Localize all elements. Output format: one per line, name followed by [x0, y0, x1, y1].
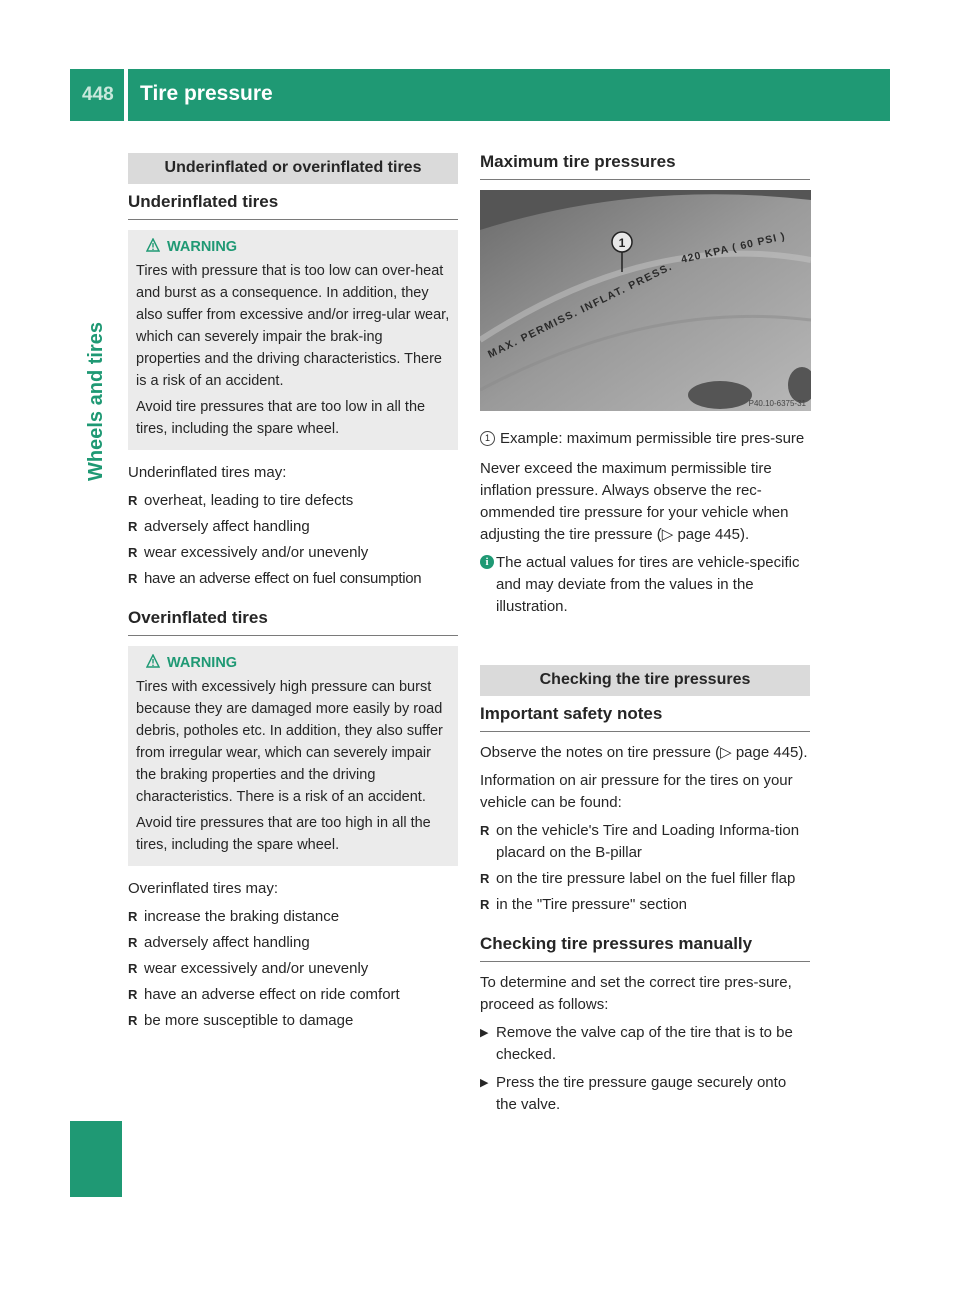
- list-item: R be more susceptible to damage: [128, 1010, 458, 1032]
- list-item: R wear excessively and/or unevenly: [128, 542, 458, 564]
- warning-box-overinflated: [128, 646, 458, 866]
- photo-caption: [480, 428, 810, 450]
- right-column: [480, 150, 810, 1122]
- info-note: [480, 552, 810, 618]
- heading-manual-check: Checking tire pressures manually: [480, 926, 810, 962]
- list-item: R overheat, leading to tire defects: [128, 490, 458, 512]
- warning-triangle-icon: [146, 654, 160, 668]
- page-header: [70, 69, 890, 121]
- warning-label: WARNING: [167, 655, 238, 671]
- step-item: ▶ Press the tire pressure gauge securely onto the valve.: [480, 1072, 810, 1116]
- safety-text-2: Information on air pressure for the tires on your vehicle can be found:: [480, 772, 793, 811]
- section-bar-checking: Checking the tire pressures: [480, 665, 810, 696]
- list-item: R wear excessively and/or unevenly: [128, 958, 458, 980]
- list-item: R adversely affect handling: [128, 516, 458, 538]
- photo-code: P40.10-6375-31: [748, 399, 806, 408]
- max-pressure-text: Never exceed the maximum permissible tire inflation pressure. Always observe the rec-ommended tire pressure for your vehicle when adjusting the tire pressure (▷ page 445).: [480, 460, 789, 543]
- warning-triangle-icon: [146, 238, 160, 252]
- caption-text: Example: maximum permissible tire pres-sure: [500, 430, 805, 447]
- info-icon: i: [480, 555, 494, 569]
- overinflated-intro: Overinflated tires may:: [128, 880, 279, 897]
- side-tab-label: Wheels and tires: [84, 321, 107, 481]
- warning-text: Tires with pressure that is too low can over-heat and burst as a consequence. In addition, they also suffer from excessive and/or irreg-ular wear, which can severely impair the brak-ing properties and the driving characteristics. There is a risk of an accident.: [136, 263, 450, 389]
- left-column: [128, 150, 458, 1042]
- overinflated-list: [128, 906, 458, 1032]
- heading-underinflated: Underinflated tires: [128, 184, 458, 220]
- underinflated-list: [128, 490, 458, 590]
- list-item: R on the tire pressure label on the fuel filler flap: [480, 868, 810, 890]
- list-item: R have an adverse effect on ride comfort: [128, 984, 458, 1006]
- manual-intro: To determine and set the correct tire pres-sure, proceed as follows:: [480, 974, 792, 1013]
- heading-safety-notes: Important safety notes: [480, 696, 810, 732]
- safety-list: [480, 820, 810, 916]
- caption-number: 1: [480, 431, 495, 446]
- warning-title: [136, 652, 450, 674]
- warning-advice: Avoid tire pressures that are too high in all the tires, including the spare wheel.: [136, 815, 431, 853]
- warning-text: Tires with excessively high pressure can burst because they are damaged more easily by road debris, potholes etc. In addition, they also suffer from irregular wear, which can severely impair the braking properties and the driving characteristics. There is a risk of an accident.: [136, 679, 443, 805]
- side-tab-label-wrap: [70, 121, 122, 681]
- photo-callout-1: 1: [618, 236, 626, 250]
- side-tab-marker: [70, 1121, 122, 1197]
- underinflated-intro: Underinflated tires may:: [128, 464, 287, 481]
- tire-text: MAX. PERMISS. INFLAT. PRESS.: [486, 260, 675, 361]
- manual-steps: [480, 1022, 810, 1116]
- list-item: R have an adverse effect on fuel consumption: [128, 568, 458, 590]
- spacer: [480, 628, 810, 662]
- warning-label: WARNING: [167, 239, 238, 255]
- list-item: R adversely affect handling: [128, 932, 458, 954]
- section-bar-inflation: Underinflated or overinflated tires: [128, 153, 458, 184]
- warning-box-underinflated: [128, 230, 458, 450]
- warning-title: [136, 236, 450, 258]
- safety-text-1: Observe the notes on tire pressure (▷ page 445).: [480, 744, 808, 761]
- list-item: R increase the braking distance: [128, 906, 458, 928]
- step-item: ▶ Remove the valve cap of the tire that is to be checked.: [480, 1022, 810, 1066]
- tire-sidewall-photo: [480, 190, 811, 411]
- info-text: The actual values for tires are vehicle-specific and may deviate from the values in the illustration.: [496, 554, 800, 615]
- list-item: R in the "Tire pressure" section: [480, 894, 810, 916]
- warning-advice: Avoid tire pressures that are too low in all the tires, including the spare wheel.: [136, 399, 426, 437]
- list-item: R on the vehicle's Tire and Loading Informa-tion placard on the B-pillar: [480, 820, 810, 864]
- page-title: Tire pressure: [140, 82, 273, 105]
- page-number: 448: [82, 84, 114, 105]
- header-separator: [124, 69, 128, 121]
- side-tab: [70, 121, 122, 1256]
- heading-overinflated: Overinflated tires: [128, 600, 458, 636]
- tire-value: 420 KPA ( 60 PSI ): [679, 230, 787, 266]
- heading-max-pressures: Maximum tire pressures: [480, 144, 810, 180]
